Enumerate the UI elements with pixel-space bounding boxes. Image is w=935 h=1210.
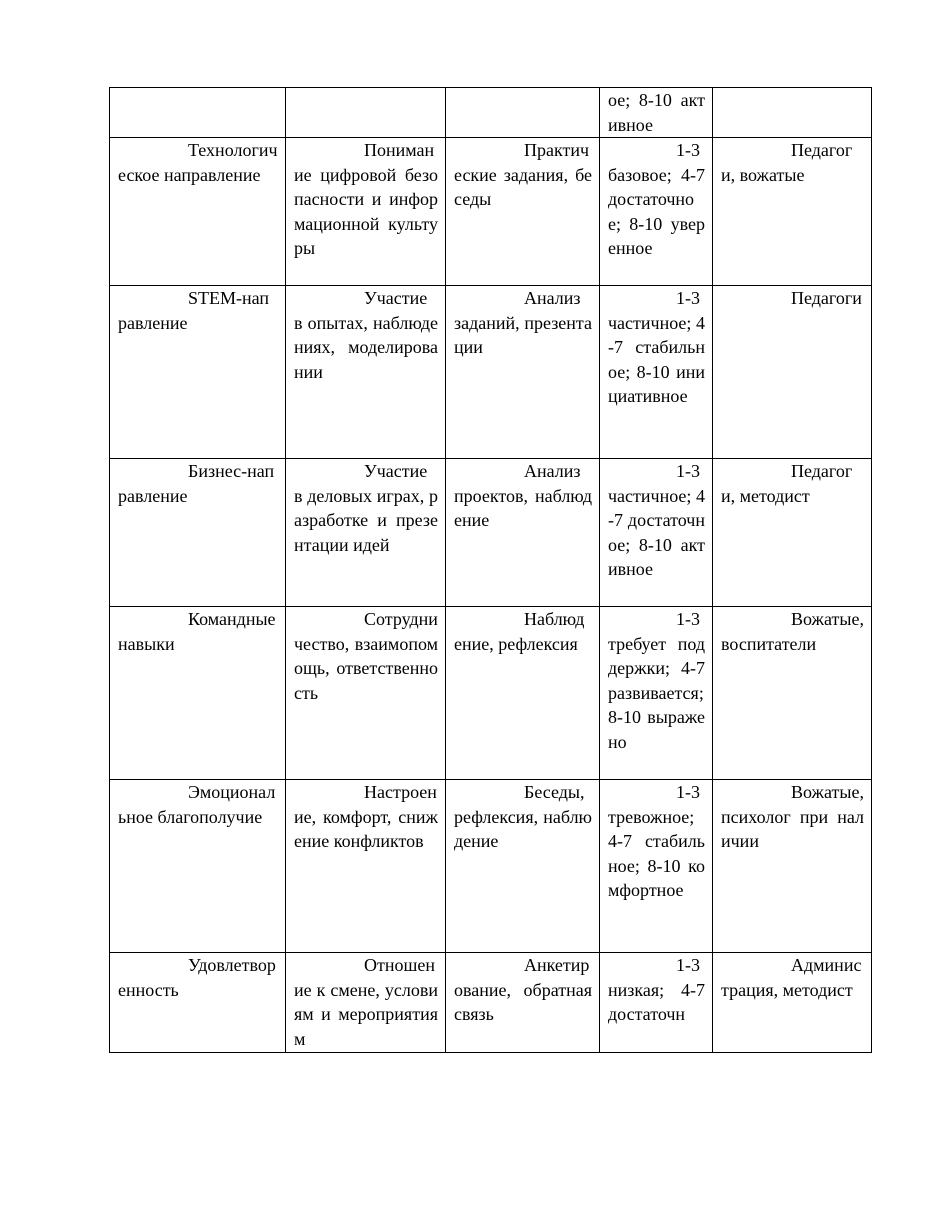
responsible-cell: Педагоги (713, 286, 872, 459)
direction-cell: Удовлетворенность (110, 953, 286, 1053)
table-row (110, 780, 872, 953)
methods-cell: Наблюдение, рефлексия (446, 607, 600, 780)
direction-cell (110, 88, 286, 138)
levels-cell: 1-3 частичное; 4-7 достаточное; 8-10 активное (600, 459, 713, 607)
criteria-cell: Сотрудничество, взаимопомощь, ответственность (286, 607, 446, 780)
table-row (110, 953, 872, 1053)
criteria-cell: Настроение, комфорт, снижение конфликтов (286, 780, 446, 953)
responsible-cell: Педагоги, методист (713, 459, 872, 607)
methods-cell: Беседы, рефлексия, наблюдение (446, 780, 600, 953)
table-row (110, 88, 872, 138)
assessment-table (109, 87, 872, 1053)
methods-cell (446, 88, 600, 138)
direction-cell: STEM-направление (110, 286, 286, 459)
table-row (110, 607, 872, 780)
table-row (110, 286, 872, 459)
levels-cell: 1-3 базовое; 4-7 достаточное; 8-10 уверенное (600, 138, 713, 286)
criteria-cell: Отношение к смене, условиям и мероприятиям (286, 953, 446, 1053)
levels-cell: 1-3 тревожное; 4-7 стабильное; 8-10 комфортное (600, 780, 713, 953)
criteria-cell: Участие в деловых играх, разработке и презентации идей (286, 459, 446, 607)
table-row (110, 459, 872, 607)
responsible-cell: Вожатые, воспитатели (713, 607, 872, 780)
responsible-cell: Администрация, методист (713, 953, 872, 1053)
levels-cell: 1-3 частичное; 4-7 стабильное; 8-10 инициативное (600, 286, 713, 459)
levels-cell: 1-3 требует поддержки; 4-7 развивается; 8-10 выражено (600, 607, 713, 780)
methods-cell: Практические задания, беседы (446, 138, 600, 286)
direction-cell: Командные навыки (110, 607, 286, 780)
responsible-cell: Педагоги, вожатые (713, 138, 872, 286)
direction-cell: Бизнес-направление (110, 459, 286, 607)
levels-cell: ое; 8-10 активное (600, 88, 713, 138)
direction-cell: Эмоциональное благополучие (110, 780, 286, 953)
methods-cell: Анализ проектов, наблюдение (446, 459, 600, 607)
criteria-cell (286, 88, 446, 138)
levels-cell: 1-3 низкая; 4-7 достаточн (600, 953, 713, 1053)
responsible-cell: Вожатые, психолог при наличии (713, 780, 872, 953)
methods-cell: Анкетирование, обратная связь (446, 953, 600, 1053)
table-row (110, 138, 872, 286)
methods-cell: Анализ заданий, презентации (446, 286, 600, 459)
criteria-cell: Участие в опытах, наблюдениях, моделировании (286, 286, 446, 459)
responsible-cell (713, 88, 872, 138)
criteria-cell: Понимание цифровой безопасности и информационной культуры (286, 138, 446, 286)
direction-cell: Технологическое направление (110, 138, 286, 286)
